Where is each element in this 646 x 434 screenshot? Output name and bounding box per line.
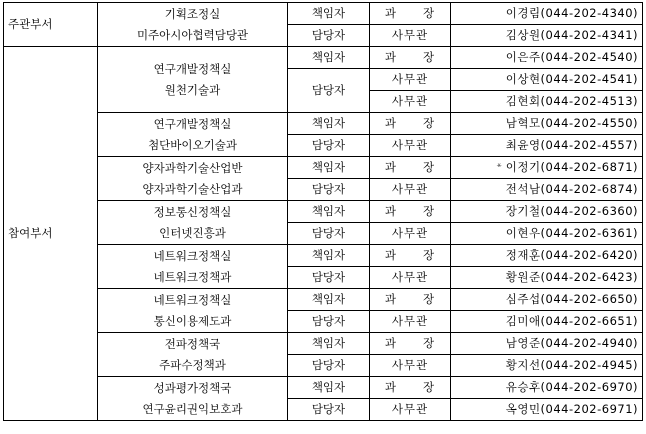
rank-cell: 사무관 (370, 223, 451, 245)
contact-cell: 김상원(044-202-4341) (451, 25, 643, 47)
rank-cell: 과 장 (370, 3, 451, 25)
contact-cell: 이상현(044-202-4541) (451, 69, 643, 91)
office-name: 기획조정실 (164, 6, 221, 21)
rank-cell: 과 장 (370, 377, 451, 399)
office-name: 연구개발정책실 (153, 116, 232, 131)
table-row (4, 289, 643, 311)
contact-table (3, 2, 643, 421)
role-cell: 책임자 (288, 47, 370, 69)
table-row (4, 333, 643, 355)
division-name: 첨단바이오기술과 (148, 137, 237, 152)
table-row (4, 47, 643, 69)
rank-cell: 사무관 (370, 135, 451, 157)
role-cell: 책임자 (288, 3, 370, 25)
unit-cell (98, 113, 288, 157)
contact-cell: 옥영민(044-202-6971) (451, 399, 643, 421)
rank-cell: 과 장 (370, 113, 451, 135)
table-row (4, 201, 643, 223)
table-row (4, 245, 643, 267)
contact-cell: 황지선(044-202-4945) (451, 355, 643, 377)
section-label: 참여부서 (4, 47, 98, 421)
division-name: 연구윤리권익보호과 (142, 401, 243, 416)
rank-cell: 사무관 (370, 355, 451, 377)
division-name: 네트워크정책과 (153, 269, 232, 284)
contact-cell: 김현회(044-202-4513) (451, 91, 643, 113)
unit-cell (98, 201, 288, 245)
contact-cell: 전석남(044-202-6874) (451, 179, 643, 201)
role-cell: 책임자 (288, 113, 370, 135)
role-cell: 책임자 (288, 333, 370, 355)
division-name: 원천기술과 (164, 82, 221, 97)
contact-cell: 장기철(044-202-6360) (451, 201, 643, 223)
rank-cell: 과 장 (370, 245, 451, 267)
role-cell: 담당자 (288, 223, 370, 245)
contact-cell: 이현우(044-202-6361) (451, 223, 643, 245)
division-name: 주파수정책과 (159, 357, 226, 372)
unit-cell (98, 3, 288, 47)
contact-table-body (4, 3, 643, 421)
role-cell: 책임자 (288, 377, 370, 399)
contact-cell: 남영준(044-202-4940) (451, 333, 643, 355)
division-name: 양자과학기술산업과 (142, 181, 243, 196)
contact-cell: 유승후(044-202-6970) (451, 377, 643, 399)
rank-cell: 과 장 (370, 289, 451, 311)
table-row (4, 157, 643, 179)
rank-cell: 사무관 (370, 69, 451, 91)
contact-cell: 이은주(044-202-4540) (451, 47, 643, 69)
rank-cell: 과 장 (370, 333, 451, 355)
office-name: 정보통신정책실 (153, 204, 232, 219)
division-name: 통신이용제도과 (153, 313, 232, 328)
role-cell: 담당자 (288, 25, 370, 47)
office-name: 성과평가정책국 (153, 380, 232, 395)
contact-cell (451, 157, 643, 179)
role-cell: 책임자 (288, 157, 370, 179)
role-cell: 담당자 (288, 179, 370, 201)
contact-cell: 최윤영(044-202-4557) (451, 135, 643, 157)
division-name: 인터넷진흥과 (159, 225, 226, 240)
rank-cell: 사무관 (370, 399, 451, 421)
contact-cell: 이경림(044-202-4340) (451, 3, 643, 25)
unit-cell (98, 289, 288, 333)
contact-cell: 김미애(044-202-6651) (451, 311, 643, 333)
contact-cell: 정재훈(044-202-6420) (451, 245, 643, 267)
role-cell: 책임자 (288, 289, 370, 311)
office-name: 연구개발정책실 (153, 61, 232, 76)
role-cell: 담당자 (288, 267, 370, 289)
role-cell: 담당자 (288, 311, 370, 333)
role-cell: 책임자 (288, 201, 370, 223)
office-name: 네트워크정책실 (153, 292, 232, 307)
unit-cell (98, 47, 288, 113)
table-row (4, 377, 643, 399)
rank-cell: 사무관 (370, 267, 451, 289)
rank-cell: 과 장 (370, 201, 451, 223)
role-cell: 담당자 (288, 355, 370, 377)
rank-cell: 사무관 (370, 91, 451, 113)
unit-cell (98, 245, 288, 289)
rank-cell: 사무관 (370, 25, 451, 47)
contact-cell: 황원준(044-202-6423) (451, 267, 643, 289)
office-name: 네트워크정책실 (153, 248, 232, 263)
unit-cell (98, 377, 288, 421)
role-cell: 담당자 (288, 69, 370, 113)
office-name: 전파정책국 (164, 336, 221, 351)
table-row (4, 3, 643, 25)
role-cell: 담당자 (288, 135, 370, 157)
table-row (4, 113, 643, 135)
contact-cell: 심주섭(044-202-6650) (451, 289, 643, 311)
division-name: 미주아시아협력담당관 (136, 27, 249, 42)
unit-cell (98, 333, 288, 377)
stray-mark: ⚹ 이정기(044-202-6871) (506, 160, 638, 174)
role-cell: 책임자 (288, 245, 370, 267)
rank-cell: 과 장 (370, 157, 451, 179)
unit-cell (98, 157, 288, 201)
rank-cell: 사무관 (370, 179, 451, 201)
section-label: 주관부서 (4, 3, 98, 47)
contact-cell: 남혁모(044-202-4550) (451, 113, 643, 135)
office-name: 양자과학기술산업반 (142, 160, 243, 175)
rank-cell: 과 장 (370, 47, 451, 69)
rank-cell: 사무관 (370, 311, 451, 333)
role-cell: 담당자 (288, 399, 370, 421)
